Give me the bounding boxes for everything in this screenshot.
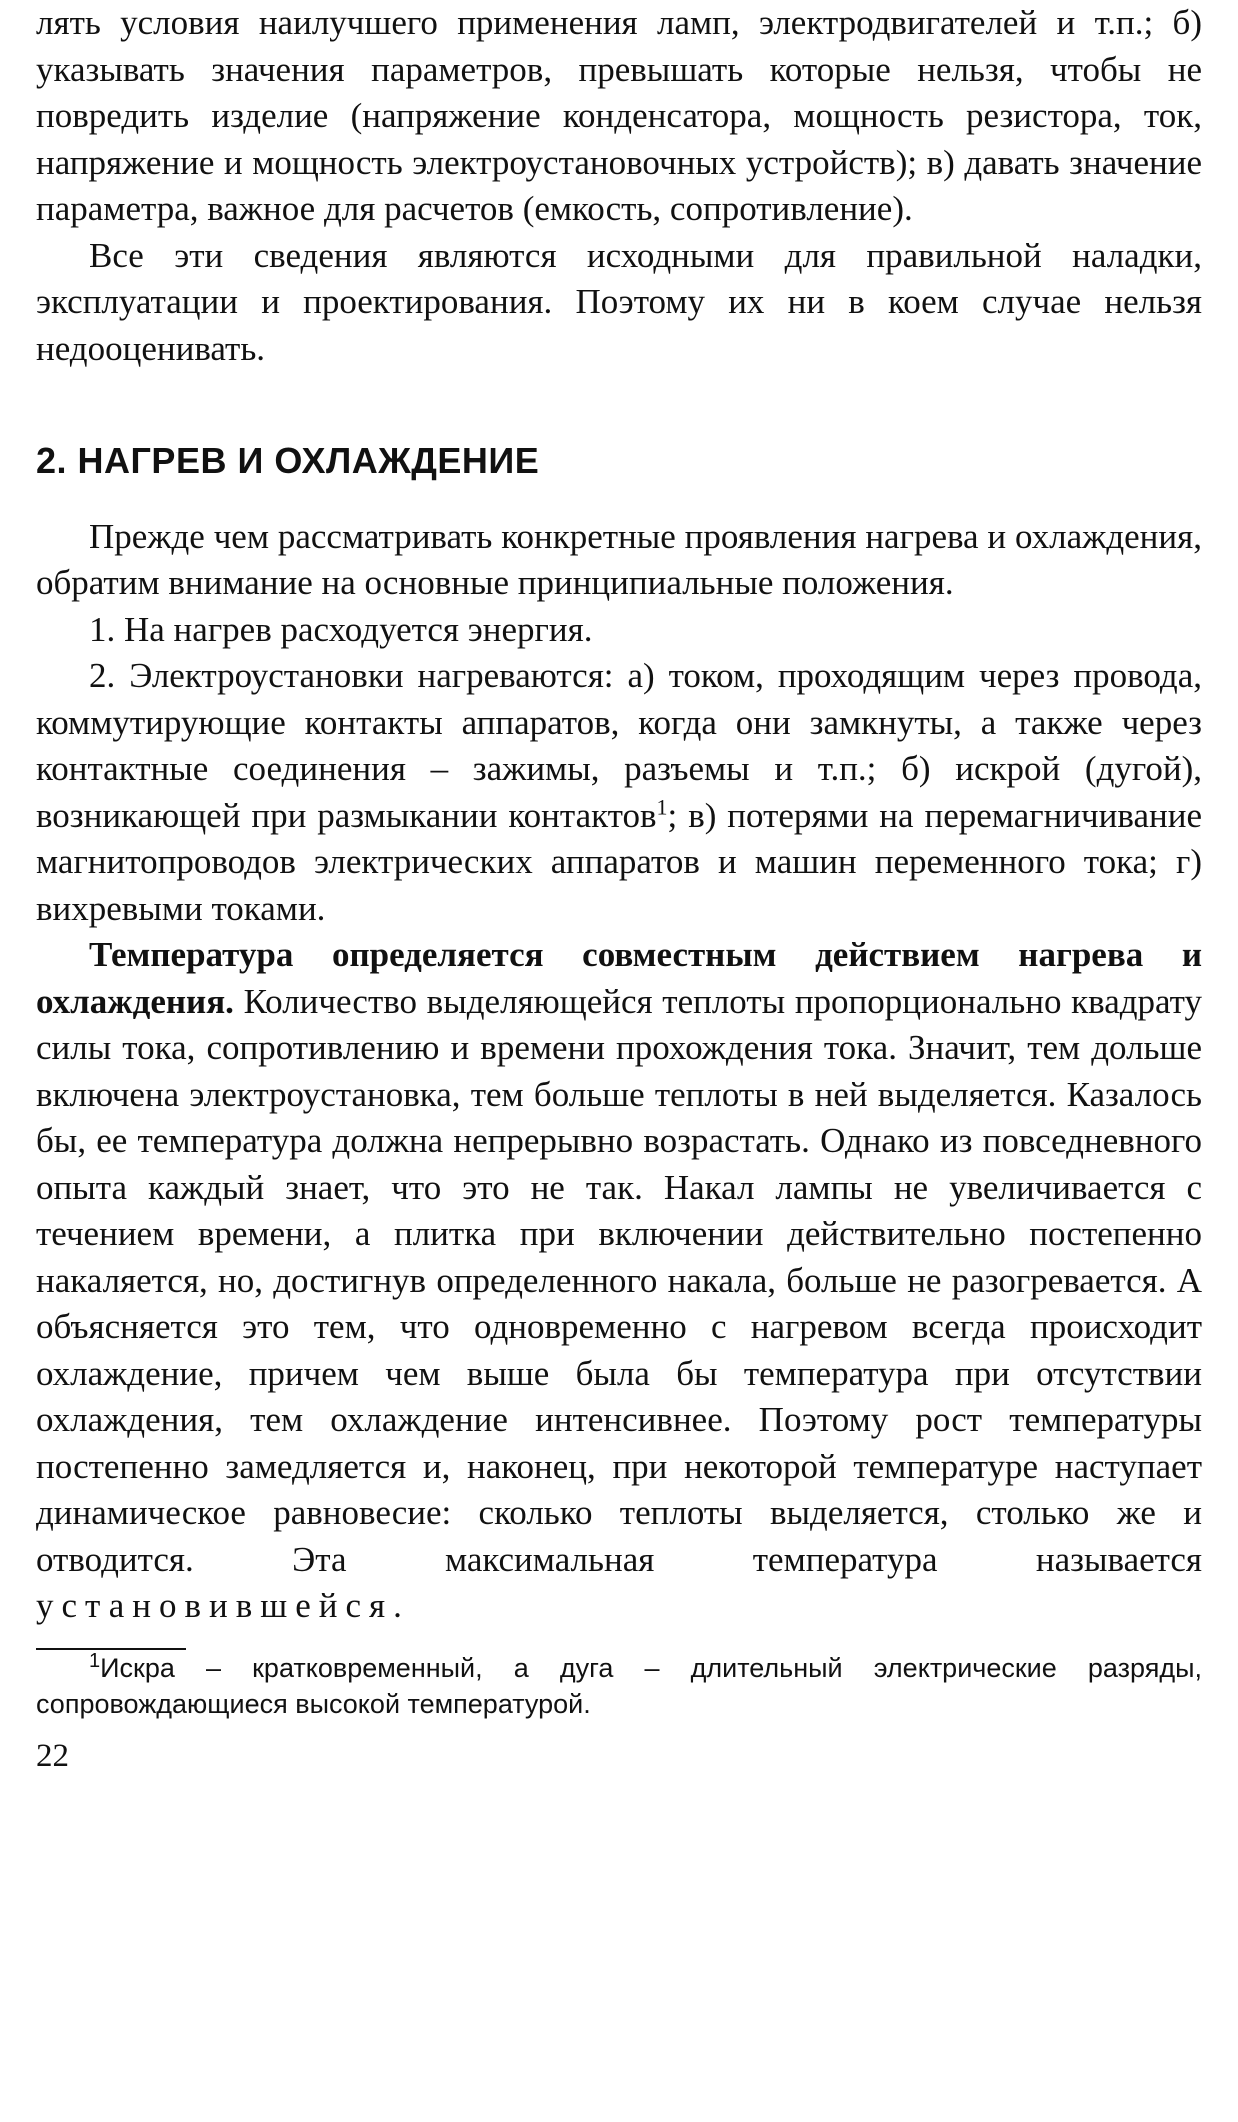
intro-paragraph [36,0,1202,233]
temperature-paragraph-end: . [393,1586,402,1626]
temperature-body-text: Количество выделяющейся теплоты пропорционально квадрату силы тока, сопротивлению и времени прохождения тока. Значит, тем дольше включена электроустановка, тем больше теплоты в ней выделяется. Казалось бы, ее температура должна непрерывно возрастать. Однако из повседневного опыта каждый знает, что это не так. Накал лампы не увеличивается с течением времени, а плитка при включении действительно постепенно накаляется, но, достигнув определенного накала, больше не разогревается. А объясняется это тем, что одновременно с нагревом всегда происходит охлаждение, причем чем выше была бы температура при отсутствии охлаждения, тем охлаждение интенсивнее. Поэтому рост температуры постепенно замедляется и, наконец, при некоторой температуре наступает динамическое равновесие: сколько теплоты выделяется, столько же и отводится. Эта максимальная температура называется [36,981,1202,1579]
temperature-lead-sentence: Температура определяется совместным действием нагрева и охлаждения. [36,935,1202,1021]
principle-point-1-text: 1. На нагрев расходуется энергия. [89,609,593,649]
intro-paragraph-text: лять условия наилучшего применения ламп, электродвигателей и т.п.; б) указывать значения параметров, превышать которые нельзя, чтобы не повредить изделие (напряжение конденсатора, мощность резистора, ток, напряжение и мощность электроустановочных устройств); в) давать значение параметра, важное для расчетов (емкость, сопротивление). [36,3,1202,228]
book-page [36,0,1202,1776]
section-heading: 2. НАГРЕВ И ОХЛАЖДЕНИЕ [36,440,540,481]
footnote-reference-mark: 1 [656,794,668,820]
principle-point-1 [36,607,1202,654]
intro-paragraph-second [36,233,1202,373]
footnote-mark: 1 [89,1649,101,1672]
footnote-text: Искра – кратковременный, а дуга – длительный электрические разряды, сопровождающиеся высокой температурой. [36,1652,1202,1719]
principle-point-2-text-end: ; в) потерями на перемагничивание магнитопроводов электрических аппаратов и машин переменного тока; г) вихревыми токами. [36,795,1202,928]
temperature-paragraph [36,932,1202,1630]
page-number: 22 [36,1737,69,1774]
intro-paragraph-second-text: Все эти сведения являются исходными для правильной наладки, эксплуатации и проектирования. Поэтому их ни в коем случае нельзя недооценивать. [36,235,1202,368]
principle-point-2-text-start: 2. Электроустановки нагреваются: а) током, проходящим через провода, коммутирующие контакты аппаратов, когда они замкнуты, а также через контактные соединения – зажимы, разъемы и т.п.; б) искрой (дугой), возникающей при размыкании контактов [36,656,1202,835]
spaced-term: установившейся [36,1586,394,1626]
footnote [36,1650,1202,1722]
section-paragraph-text: Прежде чем рассматривать конкретные проявления нагрева и охлаждения, обратим внимание на основные принципиальные положения. [36,516,1202,603]
principle-point-2 [36,653,1202,932]
section-paragraph [36,514,1202,607]
